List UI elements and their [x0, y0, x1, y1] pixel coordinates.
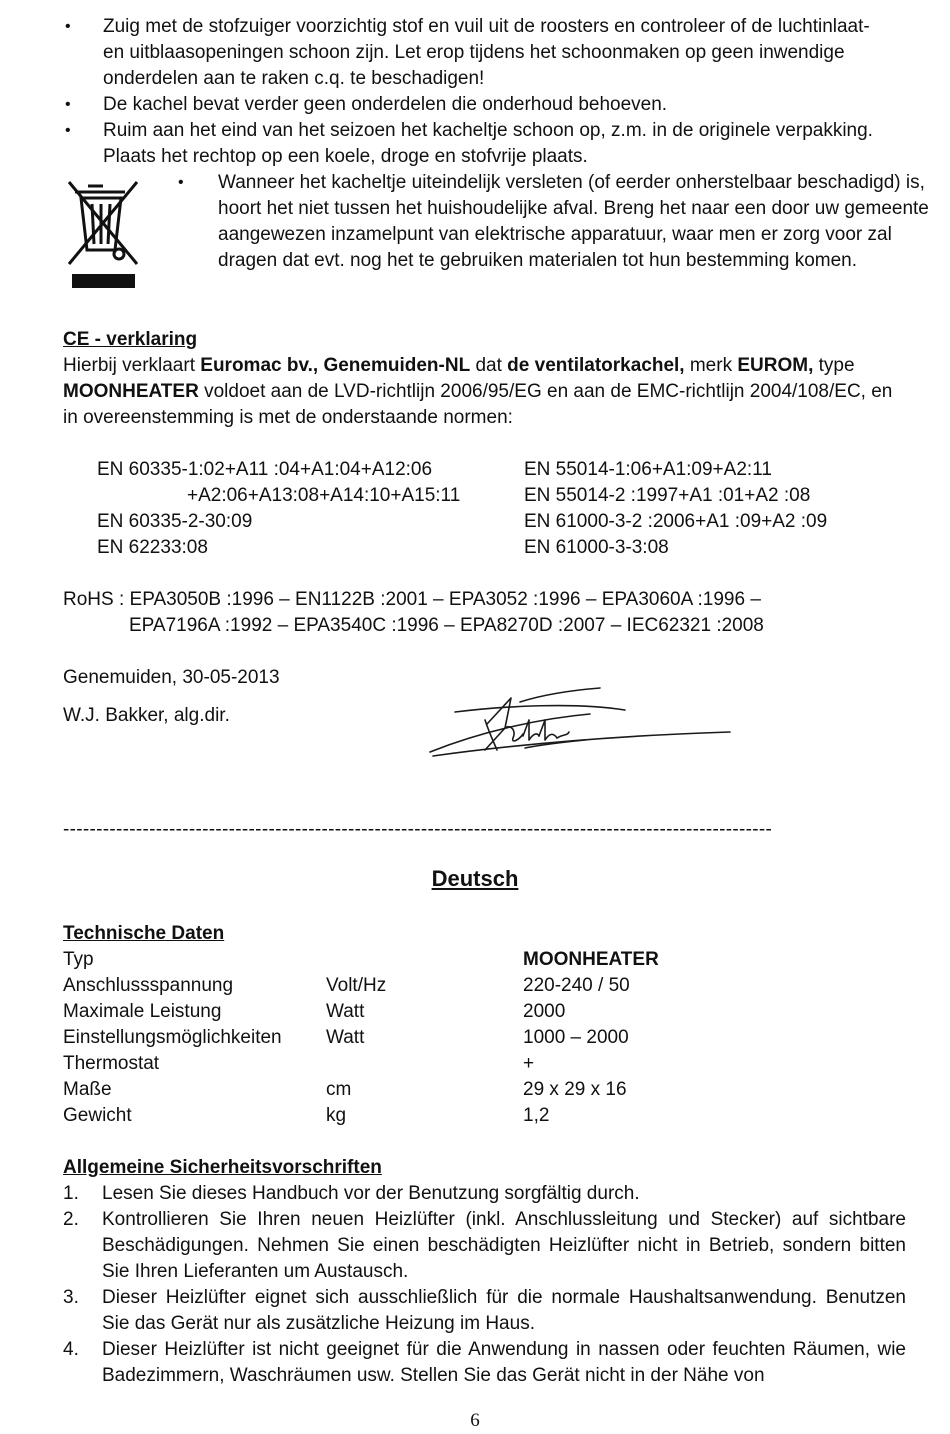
rohs-line: EPA7196A :1992 – EPA3540C :1996 – EPA8270D :2007 – IEC62321 :2008	[129, 615, 764, 636]
rohs-standards	[63, 587, 903, 639]
tech-row	[63, 947, 903, 973]
tech-row	[63, 999, 903, 1025]
norm-item: EN 60335-2-30:09	[97, 511, 253, 532]
ce-declaration	[63, 327, 903, 431]
norms-right-column	[524, 457, 904, 561]
norm-item: +A2:06+A13:08+A14:10+A15:11	[187, 485, 461, 506]
ce-paragraph: Hierbij verklaart Euromac bv., Genemuiden-NL dat de ventilatorkachel, merk EUROM, type MOONHEATER voldoet aan de LVD-richtlijn 2006/95/EG en aan de EMC-richtlijn 2004/108/EC, en in overeenstemming is met de onderstaande normen:	[63, 355, 893, 428]
safety-item: 3. Dieser Heizlüfter eignet sich ausschließlich für die normale Haushaltsanwendung. Benutzen Sie das Gerät nur als zusätzliche Heizung im Haus.	[63, 1287, 906, 1334]
norm-item: EN 61000-3-3:08	[524, 537, 669, 558]
tech-value: 2000	[523, 1001, 566, 1022]
tech-value: 1000 – 2000	[523, 1027, 629, 1048]
safety-heading: Allgemeine Sicherheitsvorschriften	[63, 1157, 382, 1178]
tech-value: 29 x 29 x 16	[523, 1079, 627, 1100]
safety-item: 1. Lesen Sie dieses Handbuch vor der Benutzung sorgfältig durch.	[63, 1183, 640, 1204]
tech-unit: kg	[326, 1105, 347, 1126]
weee-section	[63, 170, 929, 305]
tech-unit: Watt	[326, 1027, 365, 1048]
tech-row	[63, 1025, 903, 1051]
tech-value: MOONHEATER	[523, 949, 659, 970]
page-number: 6	[470, 1410, 480, 1431]
maintenance-bullets	[63, 14, 893, 170]
tech-value: +	[523, 1053, 535, 1074]
norms-left-column	[97, 457, 517, 561]
tech-value: 1,2	[523, 1105, 550, 1126]
tech-label: Maximale Leistung	[63, 1001, 222, 1022]
tech-unit: Volt/Hz	[326, 975, 387, 996]
tech-label: Typ	[63, 949, 94, 970]
ce-heading: CE - verklaring	[63, 329, 198, 350]
place-date: Genemuiden, 30-05-2013	[63, 667, 280, 688]
section-separator: -----------------------------------------------------------------------------------------------------------	[63, 819, 773, 840]
safety-item: 4. Dieser Heizlüfter ist nicht geeignet für die Anwendung in nassen oder feuchten Räumen, wie Badezimmern, Waschräumen usw. Stellen Sie das Gerät nicht in der Nähe von	[63, 1339, 906, 1386]
safety-list	[63, 1181, 906, 1389]
bullet-item: • De kachel bevat verder geen onderdelen die onderhoud behoeven.	[63, 92, 893, 118]
tech-label: Maße	[63, 1079, 112, 1100]
tech-row	[63, 1051, 903, 1077]
norm-item: EN 55014-2 :1997+A1 :01+A2 :08	[524, 485, 811, 506]
tech-heading: Technische Daten	[63, 923, 225, 944]
tech-row	[63, 1077, 903, 1103]
norm-item: EN 60335-1:02+A11 :04+A1:04+A12:06	[97, 459, 433, 480]
bullet-item: • Zuig met de stofzuiger voorzichtig stof en vuil uit de roosters en controleer of de luchtinlaat- en uitblaasopeningen schoon zijn. Let erop tijdens het schoonmaken op geen inwendige onderdelen aan te raken c.q. te beschadigen!	[63, 14, 893, 92]
tech-label: Anschlussspannung	[63, 975, 234, 996]
technical-data	[63, 921, 903, 1129]
tech-row	[63, 973, 903, 999]
norm-item: EN 62233:08	[97, 537, 208, 558]
signatory: W.J. Bakker, alg.dir.	[63, 705, 230, 726]
tech-value: 220-240 / 50	[523, 975, 630, 996]
tech-row	[63, 1103, 903, 1129]
handwritten-signature	[425, 680, 735, 770]
tech-label: Thermostat	[63, 1053, 160, 1074]
rohs-line: RoHS : EPA3050B :1996 – EN1122B :2001 – EPA3052 :1996 – EPA3060A :1996 –	[63, 589, 761, 610]
language-title: Deutsch	[431, 866, 519, 891]
tech-label: Einstellungsmöglichkeiten	[63, 1027, 282, 1048]
crossed-out-bin-icon	[63, 178, 143, 290]
safety-rules	[63, 1155, 906, 1389]
norm-item: EN 61000-3-2 :2006+A1 :09+A2 :09	[524, 511, 828, 532]
bullet-item: • Ruim aan het eind van het seizoen het kacheltje schoon op, z.m. in de originele verpakking. Plaats het rechtop op een koele, droge en stofvrije plaats.	[63, 118, 893, 170]
tech-unit: cm	[326, 1079, 352, 1100]
tech-unit: Watt	[326, 1001, 365, 1022]
tech-label: Gewicht	[63, 1105, 132, 1126]
safety-item: 2. Kontrollieren Sie Ihren neuen Heizlüfter (inkl. Anschlussleitung und Stecker) auf sichtbare Beschädigungen. Nehmen Sie einen beschädigten Heizlüfter nicht in Betrieb, sondern bitten Sie Ihren Lieferanten um Austausch.	[63, 1209, 906, 1282]
norm-item: EN 55014-1:06+A1:09+A2:11	[524, 459, 772, 480]
weee-disposal-text: • Wanneer het kacheltje uiteindelijk versleten (of eerder onherstelbaar beschadigd) is, hoort het niet tussen het huishoudelijke afval. Breng het naar een door uw gemeente aangewezen inzamelpunt van elektrische apparatuur, waar men er zorg voor zal dragen dat evt. nog het te gebruiken materialen tot hun bestemming komen.	[178, 170, 938, 274]
